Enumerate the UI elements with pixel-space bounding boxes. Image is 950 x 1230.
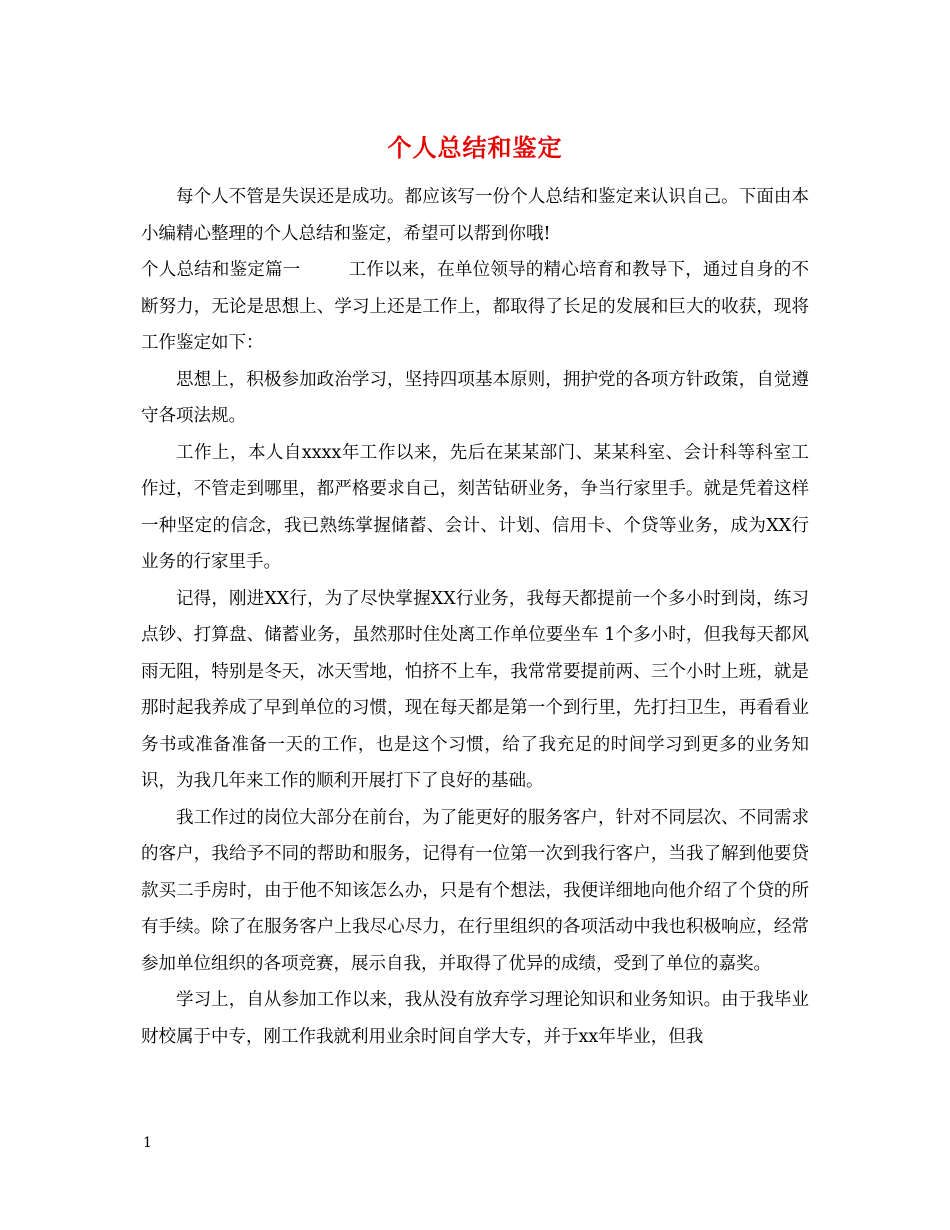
document-title: 个人总结和鉴定 (387, 133, 563, 162)
memory-paragraph: 记得，刚进XX行，为了尽快掌握XX行业务，我每天都提前一个多小时到岗，练习点钞、打算盘、储蓄业务，虽然那时住处离工作单位要坐车 1个多小时，但我每天都风雨无阻，特别是冬天，冰天雪地，怕挤不上车，我常常要提前两、三个小时上班，就是那时起我养成了早到单位的习惯，现在每天都是第一个到行里，先打扫卫生，再看看业务书或准备准备一天的工作，也是这个习惯，给了我充足的时间学习到更多的业务知识，为我几年来工作的顺利开展打下了良好的基础。 (141, 588, 809, 791)
document-body (141, 179, 809, 1055)
service-paragraph: 我工作过的岗位大部分在前台，为了能更好的服务客户，针对不同层次、不同需求的客户，我给予不同的帮助和服务，记得有一位第一次到我行客户，当我了解到他要贷款买二手房时，由于他不知该怎么办，只是有个想法，我便详细地向他介绍了个贷的所有手续。除了在服务客户上我尽心尽力，在行里组织的各项活动中我也积极响应，经常参加单位组织的各项竞赛，展示自我，并取得了优异的成绩，受到了单位的嘉奖。 (141, 807, 809, 974)
page-number: 1 (143, 1135, 152, 1151)
work-paragraph: 工作上，本人自xxxx年工作以来，先后在某某部门、某某科室、会计科等科室工作过，不管走到哪里，都严格要求自己，刻苦钻研业务，争当行家里手。就是凭着这样一种坚定的信念，我已熟练掌握储蓄、会计、计划、信用卡、个贷等业务，成为XX行业务的行家里手。 (141, 442, 809, 572)
section-heading: 个人总结和鉴定篇一 (141, 260, 301, 280)
section-paragraph (141, 252, 809, 362)
thought-paragraph: 思想上，积极参加政治学习，坚持四项基本原则，拥护党的各项方针政策，自觉遵守各项法规。 (141, 369, 809, 426)
study-paragraph: 学习上，自从参加工作以来，我从没有放弃学习理论知识和业务知识。由于我毕业财校属于中专，刚工作我就利用业余时间自学大专，并于xx年毕业，但我 (141, 990, 809, 1047)
section-first-paragraph: 工作以来，在单位领导的精心培育和教导下，通过自身的不断努力，无论是思想上、学习上还是工作上，都取得了长足的发展和巨大的收获，现将工作鉴定如下： (141, 260, 810, 353)
intro-paragraph: 每个人不管是失误还是成功。都应该写一份个人总结和鉴定来认识自己。下面由本小编精心整理的个人总结和鉴定，希望可以帮到你哦! (141, 187, 809, 244)
